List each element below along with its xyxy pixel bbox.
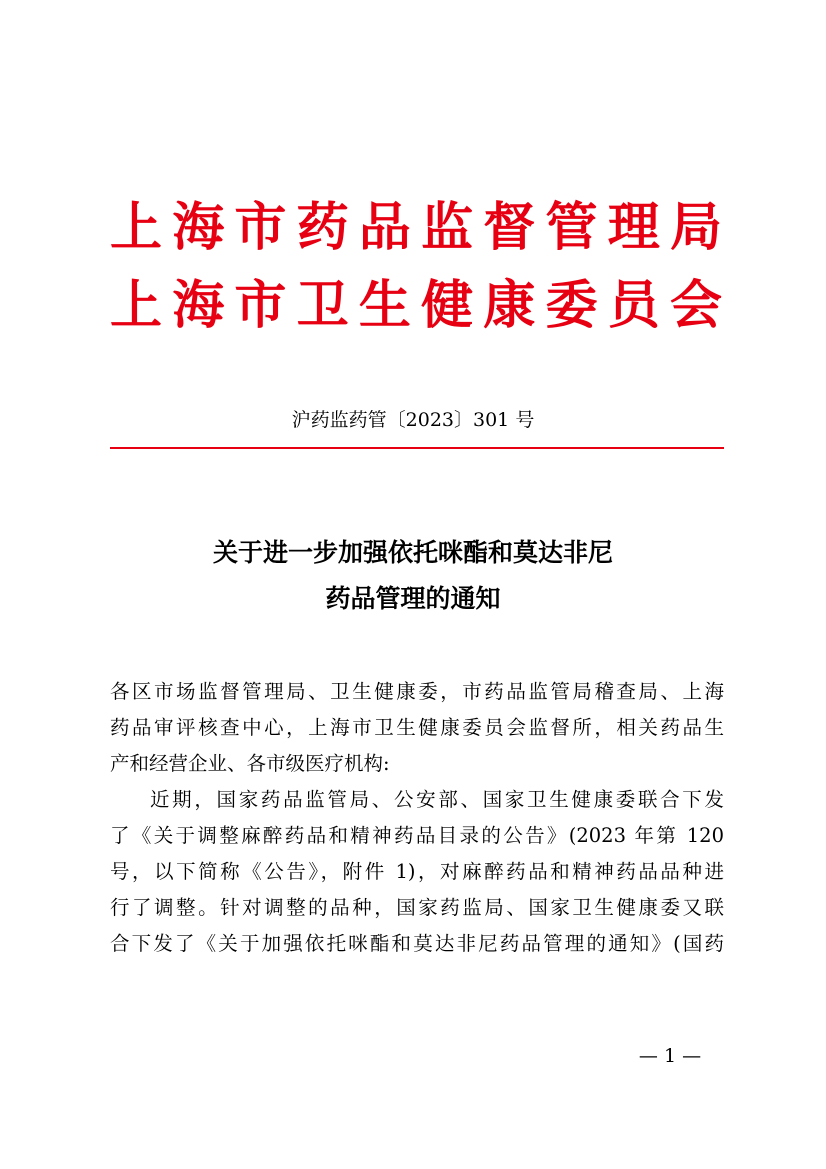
red-divider-line	[110, 447, 724, 449]
header-char: 员	[607, 275, 660, 336]
paragraph-line: 合下发了《关于加强依托咪酯和莫达非尼药品管理的通知》(国药	[110, 932, 724, 955]
header-char: 海	[172, 197, 225, 258]
header-char: 药	[296, 197, 349, 258]
header-char: 局	[669, 197, 722, 258]
paragraph-line: 行了调整。针对调整的品种，国家药监局、国家卫生健康委又联	[110, 896, 724, 919]
header-char: 委	[545, 275, 598, 336]
paragraph-line: 了《关于调整麻醉药品和精神药品目录的公告》(2023 年第 120	[110, 824, 724, 847]
header-char: 市	[234, 275, 287, 336]
header-char: 海	[172, 275, 225, 336]
page-number: — 1 —	[638, 1045, 702, 1067]
addressee-line: 各区市场监督管理局、卫生健康委，市药品监管局稽查局、上海	[110, 680, 724, 703]
document-number: 沪药监药管〔2023〕301 号	[291, 409, 535, 431]
addressee-line: 药品审评核查中心，上海市卫生健康委员会监督所，相关药品生	[110, 716, 724, 739]
document-body	[110, 674, 724, 962]
document-title-line-2: 药品管理的通知	[325, 584, 501, 613]
header-char: 品	[358, 197, 411, 258]
header-char: 管	[545, 197, 598, 258]
addressee-line: 产和经营企业、各市级医疗机构:	[110, 752, 390, 775]
issuer-header-line-1	[108, 198, 724, 258]
header-char: 生	[358, 275, 411, 336]
document-title-line-1: 关于进一步加强依托咪酯和莫达非尼	[212, 538, 613, 567]
paragraph-line: 号，以下简称《公告》，附件 1)，对麻醉药品和精神药品品种进	[110, 860, 724, 883]
header-char: 监	[421, 197, 474, 258]
header-char: 上	[109, 275, 162, 336]
header-char: 市	[234, 197, 287, 258]
header-char: 上	[109, 197, 162, 258]
header-char: 康	[483, 275, 536, 336]
issuer-header-line-2	[108, 276, 724, 336]
header-char: 健	[421, 275, 474, 336]
header-char: 会	[669, 275, 722, 336]
header-char: 理	[607, 197, 660, 258]
header-char: 卫	[296, 275, 349, 336]
paragraph-line: 近期，国家药品监管局、公安部、国家卫生健康委联合下发	[150, 788, 724, 811]
header-char: 督	[483, 197, 536, 258]
